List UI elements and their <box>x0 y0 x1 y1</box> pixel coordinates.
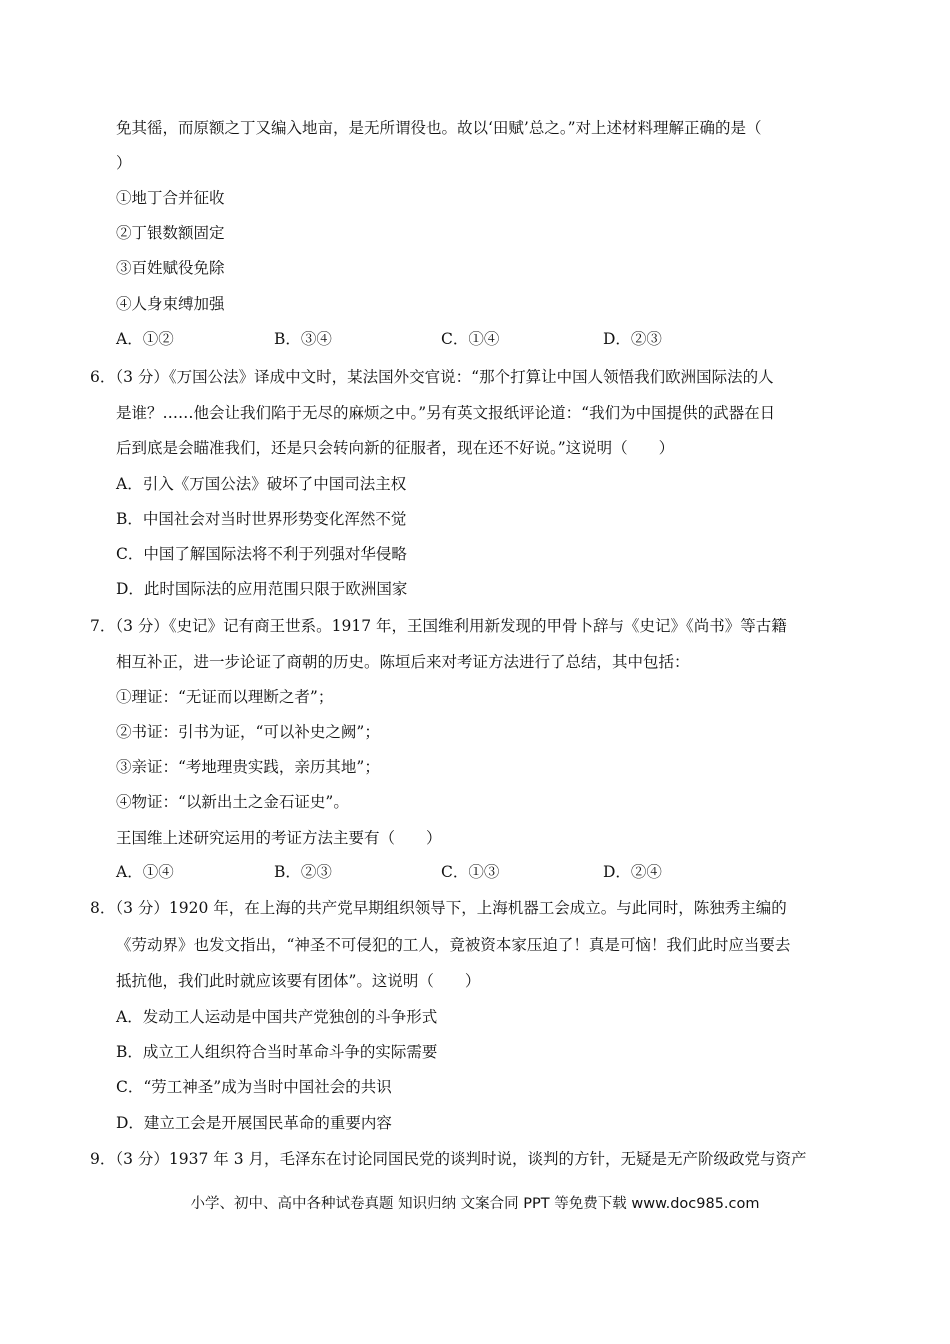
page-footer: 小学、初中、高中各种试卷真题 知识归纳 文案合同 PPT 等免费下载 www.doc985.com <box>190 1196 760 1212</box>
q7-item-3: ③亲证：“考地理贵实践，亲历其地”； <box>116 758 380 776</box>
q7-option-b: B．②③ <box>274 863 332 881</box>
q8-option-a: A．发动工人运动是中国共产党独创的斗争形式 <box>116 1008 438 1026</box>
q7-option-c: C．①③ <box>441 863 500 881</box>
q5-item-2: ②丁银数额固定 <box>116 224 225 242</box>
q5-option-c: C．①④ <box>441 330 500 348</box>
q5-option-b: B．③④ <box>274 330 332 348</box>
q5-item-1: ①地丁合并征收 <box>116 189 225 207</box>
q7-item-4: ④物证：“以新出土之金石证史”。 <box>116 793 349 811</box>
q7-option-a: A．①④ <box>116 863 174 881</box>
q8-text-line-1: 8．（3 分）1920 年，在上海的共产党早期组织领导下，上海机器工会成立。与此同时，陈独秀主编的 <box>90 899 787 917</box>
q6-option-a: A．引入《万国公法》破坏了中国司法主权 <box>116 475 407 493</box>
q6-option-c: C．中国了解国际法将不利于列强对华侵略 <box>116 545 407 563</box>
q6-option-d: D．此时国际法的应用范围只限于欧洲国家 <box>116 580 408 598</box>
q5-item-3: ③百姓赋役免除 <box>116 259 225 277</box>
q6-text-line-2: 是谁？……他会让我们陷于无尽的麻烦之中。”另有英文报纸评论道：“我们为中国提供的武器在日 <box>116 404 776 422</box>
q8-text-line-3: 抵抗他，我们此时就应该要有团体”。这说明（ ） <box>116 972 481 990</box>
q5-text-line-1: 免其徭，而原额之丁又编入地亩，是无所谓役也。故以‘田赋’总之。”对上述材料理解正确的是（ <box>116 119 762 137</box>
q8-option-c: C．“劳工神圣”成为当时中国社会的共识 <box>116 1078 392 1096</box>
q5-option-a: A．①② <box>116 330 174 348</box>
q8-option-b: B．成立工人组织符合当时革命斗争的实际需要 <box>116 1043 438 1061</box>
q7-item-1: ①理证：“无证而以理断之者”； <box>116 688 334 706</box>
q5-item-4: ④人身束缚加强 <box>116 295 225 313</box>
q7-item-2: ②书证：引书为证，“可以补史之阙”； <box>116 723 380 741</box>
q5-option-d: D．②③ <box>603 330 662 348</box>
q8-text-line-2: 《劳动界》也发文指出，“神圣不可侵犯的工人，竟被资本家压迫了！真是可恼！我们此时应当要去 <box>116 936 791 954</box>
q7-text-line-1: 7．（3 分）《史记》记有商王世系。1917 年，王国维利用新发现的甲骨卜辞与《史记》《尚书》等古籍 <box>90 617 787 635</box>
q6-text-line-3: 后到底是会瞄准我们，还是只会转向新的征服者，现在还不好说。”这说明（ ） <box>116 439 675 457</box>
q8-option-d: D．建立工会是开展国民革命的重要内容 <box>116 1114 392 1132</box>
q7-stem: 王国维上述研究运用的考证方法主要有（ ） <box>116 829 442 847</box>
q7-option-d: D．②④ <box>603 863 662 881</box>
q5-text-line-2: ） <box>116 154 132 172</box>
q9-text-line-1: 9．（3 分）1937 年 3 月，毛泽东在讨论同国民党的谈判时说，谈判的方针，无疑是无产阶级政党与资产 <box>90 1150 807 1168</box>
q6-text-line-1: 6．（3 分）《万国公法》译成中文时，某法国外交官说：“那个打算让中国人领悟我们欧洲国际法的人 <box>90 368 774 386</box>
q6-option-b: B．中国社会对当时世界形势变化浑然不觉 <box>116 510 407 528</box>
q7-text-line-2: 相互补正，进一步论证了商朝的历史。陈垣后来对考证方法进行了总结，其中包括： <box>116 653 690 671</box>
